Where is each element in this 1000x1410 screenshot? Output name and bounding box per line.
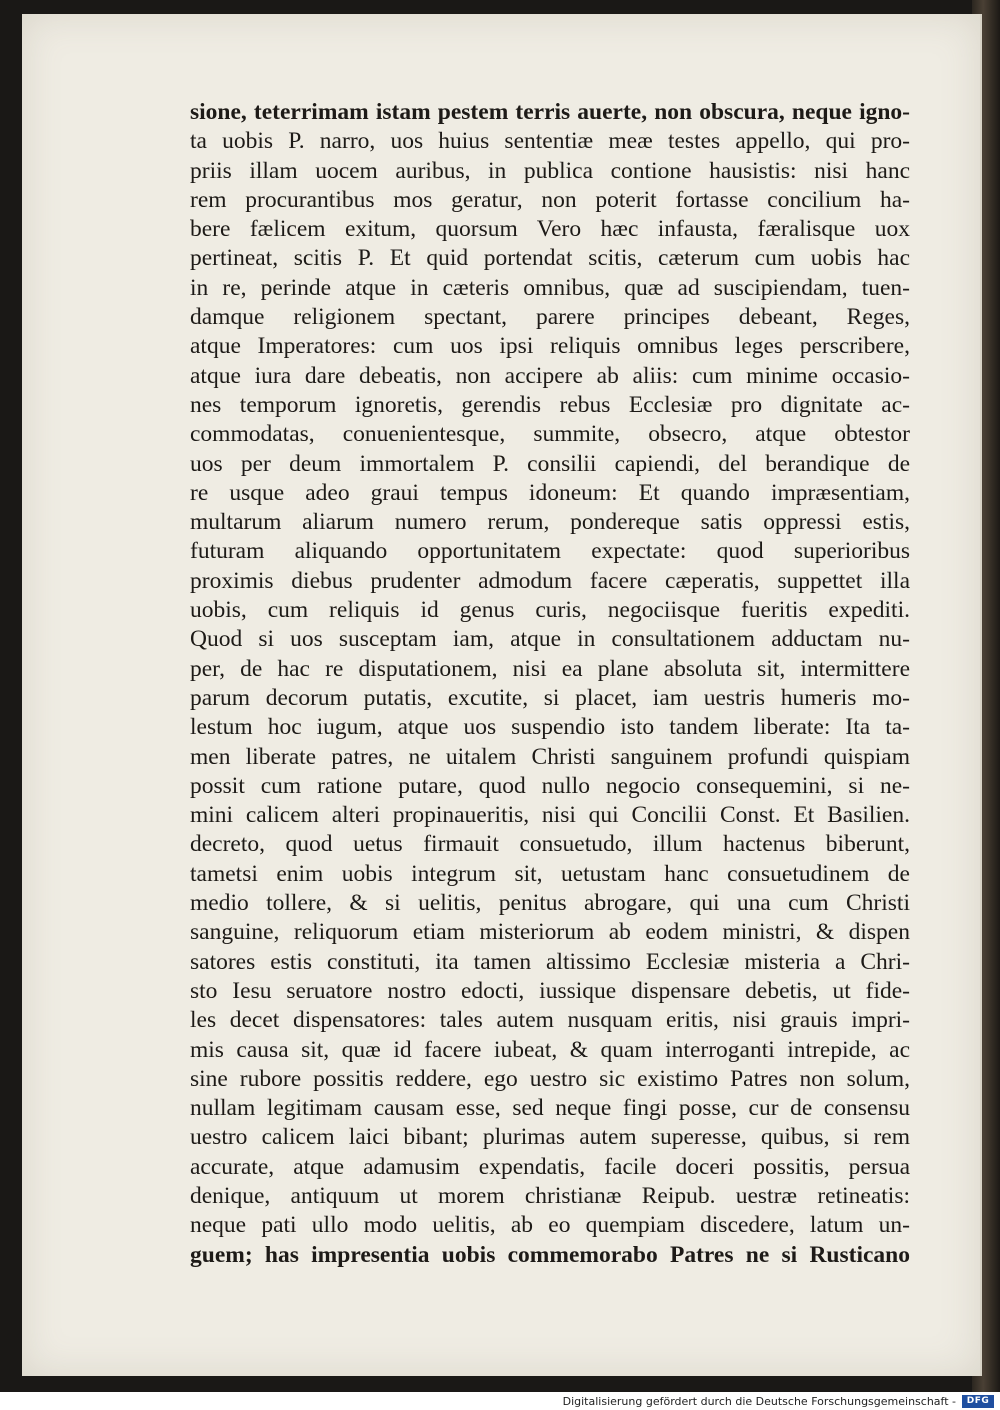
text-line: les decet dispensatores: tales autem nusquam eritis, nisi grauis impri- <box>190 1007 910 1034</box>
text-line: medio tollere, & si uelitis, penitus abrogare, qui una cum Christi <box>190 890 910 917</box>
text-line: rem procurantibus mos geratur, non poterit fortasse concilium ha- <box>190 186 910 213</box>
text-line: uestro calicem laici bibant; plurimas autem superesse, quibus, si rem <box>190 1124 910 1151</box>
text-line: sto Iesu seruatore nostro edocti, iussique dispensare debetis, ut fide- <box>190 977 910 1004</box>
text-line: per, de hac re disputationem, nisi ea plane absoluta sit, intermittere <box>190 655 910 682</box>
text-line: nes temporum ignoretis, gerendis rebus Ecclesiæ pro dignitate ac- <box>190 391 910 418</box>
text-line: sanguine, reliquorum etiam misteriorum ab eodem ministri, & dispen <box>190 919 910 946</box>
text-line: mini calicem alteri propinaueritis, nisi qui Concilii Const. Et Basilien. <box>190 802 910 829</box>
body-text <box>190 98 910 1270</box>
text-line: mis causa sit, quæ id facere iubeat, & quam interroganti intrepide, ac <box>190 1036 910 1063</box>
text-line: proximis diebus prudenter admodum facere cæperatis, suppettet illa <box>190 567 910 594</box>
text-line: decreto, quod uetus firmauit consuetudo, illum hactenus biberunt, <box>190 831 910 858</box>
book-page <box>22 14 982 1376</box>
text-line: commodatas, conuenientesque, summite, obsecro, atque obtestor <box>190 421 910 448</box>
text-line: satores estis constituti, ita tamen altissimo Ecclesiæ misteria a Chri- <box>190 948 910 975</box>
text-line: lestum hoc iugum, atque uos suspendio isto tandem liberate: Ita ta- <box>190 714 910 741</box>
text-line: multarum aliarum numero rerum, pondereque satis oppressi estis, <box>190 509 910 536</box>
text-line: bere fælicem exitum, quorsum Vero hæc infausta, færalisque uox <box>190 216 910 243</box>
funding-credit: Digitalisierung gefördert durch die Deutsche Forschungsgemeinschaft - <box>562 1395 956 1408</box>
footer-bar <box>0 1392 1000 1410</box>
text-line: neque pati ullo modo uelitis, ab eo quempiam discedere, latum un- <box>190 1212 910 1239</box>
text-line: re usque adeo graui tempus idoneum: Et quando impræsentiam, <box>190 479 910 506</box>
dfg-logo-icon: DFG <box>962 1395 994 1408</box>
text-line: denique, antiquum ut morem christianæ Reipub. uestræ retineatis: <box>190 1182 910 1209</box>
text-line: sione, teterrimam istam pestem terris auerte, non obscura, neque igno- <box>190 99 910 125</box>
text-line: futuram aliquando opportunitatem expectate: quod superioribus <box>190 538 910 565</box>
text-line: priis illam uocem auribus, in publica contione hausistis: nisi hanc <box>190 157 910 184</box>
text-line: possit cum ratione putare, quod nullo negocio consequemini, si ne- <box>190 772 910 799</box>
text-line: pertineat, scitis P. Et quid portendat scitis, cæterum cum uobis hac <box>190 245 910 272</box>
text-line: uos per deum immortalem P. consilii capiendi, del berandique de <box>190 450 910 477</box>
text-line: tametsi enim uobis integrum sit, uetustam hanc consuetudinem de <box>190 860 910 887</box>
text-line: men liberate patres, ne uitalem Christi sanguinem profundi quispiam <box>190 743 910 770</box>
text-line: atque Imperatores: cum uos ipsi reliquis omnibus leges perscribere, <box>190 333 910 360</box>
text-line: nullam legitimam causam esse, sed neque fingi posse, cur de consensu <box>190 1095 910 1122</box>
text-line: sine rubore possitis reddere, ego uestro sic existimo Patres non solum, <box>190 1065 910 1092</box>
text-line: in re, perinde atque in cæteris omnibus, quæ ad suscipiendam, tuen- <box>190 274 910 301</box>
text-line: uobis, cum reliquis id genus curis, negociisque fueritis expediti. <box>190 597 910 624</box>
text-line: atque iura dare debeatis, non accipere ab aliis: cum minime occasio- <box>190 362 910 389</box>
text-line: damque religionem spectant, parere principes debeant, Reges, <box>190 304 910 331</box>
text-line: Quod si uos susceptam iam, atque in consultationem adductam nu- <box>190 626 910 653</box>
text-line: parum decorum putatis, excutite, si placet, iam uestris humeris mo- <box>190 684 910 711</box>
text-line: guem; has impresentia uobis commemorabo Patres ne si Rusticano <box>190 1241 910 1268</box>
text-line: accurate, atque adamusim expendatis, facile doceri possitis, persua <box>190 1153 910 1180</box>
text-line: ta uobis P. narro, uos huius sententiæ meæ testes appello, qui pro- <box>190 128 910 155</box>
